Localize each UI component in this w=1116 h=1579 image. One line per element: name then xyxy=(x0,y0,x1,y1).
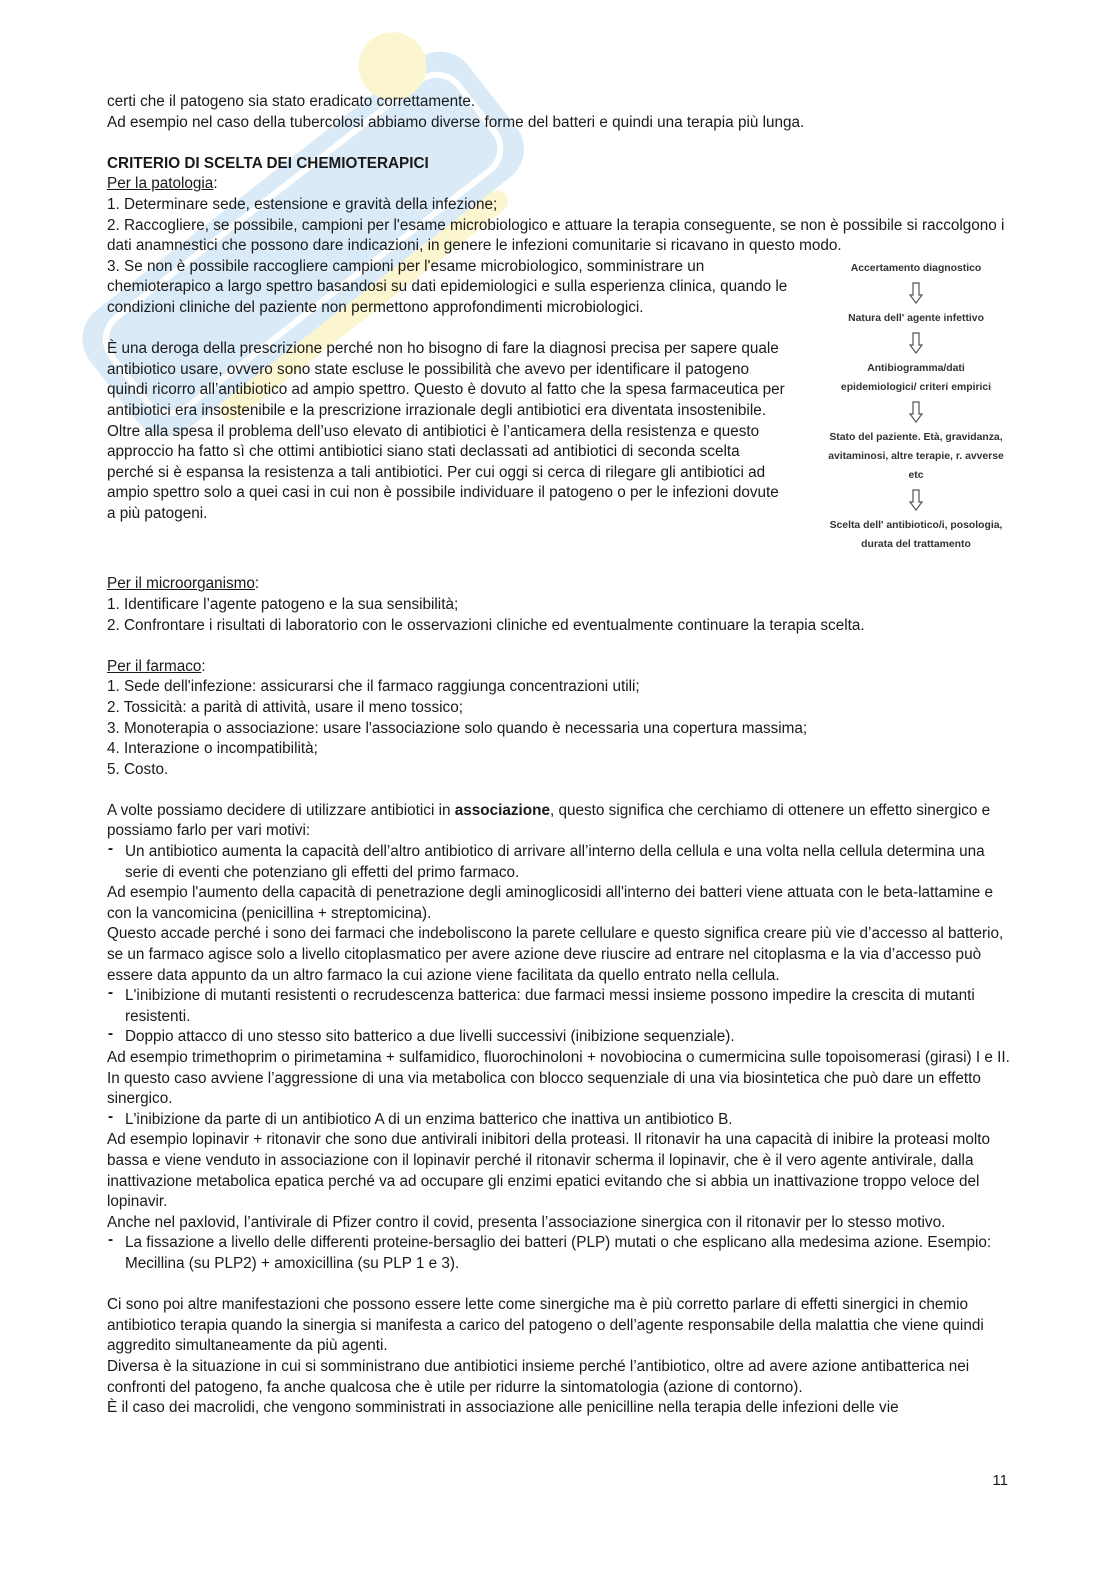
down-arrow-icon xyxy=(802,485,1030,516)
associazione-paragraph-2: Questo accade perché i sono dei farmaci che indeboliscono la parete cellulare e questo significa creare più vie d’accesso al batterio, se un farmaco agisce solo a livello citoplasmatico per avere azione deve riuscire ad entrare nel citoplasma e la via d’accesso può essere data appunto da un altro farmaco la cui azione viene facilitata da quello entrato nella cellula. xyxy=(107,925,1004,984)
flow-step-4: Stato del paziente. Età, gravidanza, avitaminosi, altre terapie, r. avverse etc xyxy=(828,431,1004,481)
deroga-paragraph-1: È una deroga della prescrizione perché non ho bisogno di fare la diagnosi precisa per sapere quale antibiotico usare, ovvero sono state escluse le possibilità che avevo per identificare il patogeno quindi ricorro all’antibiotico ad ampio spettro. Questo è dovuto al fatto che la spesa farmaceutica per antibiotici era insostenibile e la prescrizione irrazionale degli antibiotici era diventata insostenibile. xyxy=(107,340,785,419)
patologia-item-3: 3. Se non è possibile raccogliere campioni per l'esame microbiologico, somministrare un chemioterapico a largo spettro basandosi su dati epidemiologici e sulla esperienza clinica, quando le condizioni cliniche del paziente non permettono approfondimenti microbiologici. xyxy=(107,257,788,316)
farmaco-item-4: 4. Interazione o incompatibilità; xyxy=(107,740,318,758)
farmaco-item-5: 5. Costo. xyxy=(107,760,169,778)
associazione-keyword: associazione xyxy=(454,801,550,819)
farmaco-title: Per il farmaco xyxy=(107,657,202,675)
associazione-intro-start: A volte possiamo decidere di utilizzare antibiotici in xyxy=(107,801,455,819)
closing-paragraph-3: È il caso dei macrolidi, che vengono somministrati in associazione alle penicilline nella terapia delle infezioni delle vie xyxy=(107,1399,899,1417)
bullet-item: - Doppio attacco di uno stesso sito batterico a due livelli successivi (inibizione sequenziale). xyxy=(107,1027,1012,1048)
closing-paragraph-1: Ci sono poi altre manifestazioni che possono essere lette come sinergiche ma è più corretto parlare di effetti sinergici in chemio antibiotico terapia quando la sinergia si manifesta a carico del patogeno o dell’agente responsabile della malattia che viene quindi aggredito simultaneamente da più agenti. xyxy=(107,1296,984,1355)
down-arrow-icon xyxy=(802,328,1030,359)
document-body xyxy=(107,92,1012,1419)
down-arrow-icon xyxy=(802,397,1030,428)
microrganismo-item-1: 1. Identificare l’agente patogeno e la sua sensibilità; xyxy=(107,595,459,613)
farmaco-item-3: 3. Monoterapia o associazione: usare l'associazione solo quando è necessaria una copertura massima; xyxy=(107,719,808,737)
microrganismo-item-2: 2. Confrontare i risultati di laboratorio con le osservazioni cliniche ed eventualmente continuare la terapia scelta. xyxy=(107,616,865,634)
section-heading: CRITERIO DI SCELTA DEI CHEMIOTERAPICI xyxy=(107,154,429,172)
associazione-intro-end: , questo significa che cerchiamo di ottenere un effetto sinergico e possiamo farlo per vari motivi: xyxy=(107,801,991,840)
associazione-paragraph-1: Ad esempio l'aumento della capacità di penetrazione degli aminoglicosidi all'interno dei batteri viene attuata con le beta-lattamine e con la vancomicina (penicillina + streptomicina). xyxy=(107,884,993,922)
bullet-item: - La fissazione a livello delle differenti proteine-bersaglio dei batteri (PLP) mutati o che esplicano alla medesima azione. Esempio: Mecillina (su PLP2) + amoxicillina (su PLP 1 e 3). xyxy=(107,1233,1012,1274)
intro-line-2: Ad esempio nel caso della tubercolosi abbiamo diverse forme del batteri e quindi una terapia più lunga. xyxy=(107,113,805,131)
flow-step-2: Natura dell' agente infettivo xyxy=(848,312,984,324)
down-arrow-icon xyxy=(802,278,1030,309)
farmaco-item-1: 1. Sede dell'infezione: assicurarsi che il farmaco raggiunga concentrazioni utili; xyxy=(107,678,640,696)
bullet-item: - L'inibizione da parte di un antibiotico A di un enzima batterico che inattiva un antibiotico B. xyxy=(107,1110,1012,1131)
farmaco-item-2: 2. Tossicità: a parità di attività, usare il meno tossico; xyxy=(107,698,463,716)
flow-step-1: Accertamento diagnostico xyxy=(850,262,982,274)
microrganismo-title: Per il microorganismo xyxy=(107,575,255,593)
associazione-paragraph-4: Ad esempio lopinavir + ritonavir che sono due antivirali inibitori della proteasi. Il ritonavir ha una capacità di inibire la proteasi molto bassa e viene venduto in associazione con il lopinavir perché il ritonavir scherma il lopinavir, che è il vero agente antivirale, dalla inattivazione metabolica epatica perché va ad occupare gli enzimi epatici evitando che si abbia un inattivazione troppo veloce del lopinavir. xyxy=(107,1131,991,1211)
flow-step-3: Antibiogramma/dati epidemiologici/ criteri empirici xyxy=(840,362,992,393)
patologia-subheading: Per la patologia: xyxy=(107,175,218,193)
bullet-item: - Un antibiotico aumenta la capacità dell’altro antibiotico di arrivare all’interno della cellula e una volta nella cellula determina una serie di eventi che potenziano gli effetti del primo farmaco. xyxy=(107,842,1012,883)
associazione-paragraph-3: Ad esempio trimethoprim o pirimetamina + sulfamidico, fluorochinoloni + novobiocina o cumermicina sulle topoisomerasi (girasi) I e II. In questo caso avviene l’aggressione di una via metabolica con blocco sequenziale di una via biosintetica che può dare un effetto sinergico. xyxy=(107,1049,1010,1108)
farmaco-subheading: Per il farmaco: xyxy=(107,657,206,675)
flow-step-5: Scelta dell' antibiotico/i, posologia, durata del trattamento xyxy=(829,519,1003,550)
patologia-item-2: 2. Raccogliere, se possibile, campioni per l'esame microbiologico e attuare la terapia conseguente, se non è possibile si raccolgono i dati anamnestici che possono dare indicazioni, in genere le infezioni comunitarie si ricavano in questo modo. xyxy=(107,216,1005,255)
closing-paragraph-2: Diversa è la situazione in cui si somministrano due antibiotici insieme perché l’antibiotico, oltre ad avere azione antibatterica nei confronti del patogeno, fa anche qualcosa che è utile per ridurre la sintomatologia (azione di contorno). xyxy=(107,1357,970,1396)
associazione-paragraph-5: Anche nel paxlovid, l’antivirale di Pfizer contro il covid, presenta l’associazione sinergica con il ritonavir per lo stesso motivo. xyxy=(107,1213,946,1231)
page-number: 11 xyxy=(992,1472,1008,1489)
microrganismo-subheading: Per il microorganismo: xyxy=(107,575,260,593)
associazione-intro xyxy=(107,801,1012,842)
bullet-item: - L'inibizione di mutanti resistenti o recrudescenza batterica: due farmaci messi insieme possono impedire la crescita di mutanti resistenti. xyxy=(107,986,1012,1027)
patologia-item-1: 1. Determinare sede, estensione e gravità della infezione; xyxy=(107,195,498,213)
deroga-paragraph-2: Oltre alla spesa il problema dell’uso elevato di antibiotici è l’anticamera della resistenza e questo approccio ha fatto sì che ottimi antibiotici siano stati declassati ad antibiotici di seconda scelta perché si è espansa la resistenza a tali antibiotici. Per cui oggi si cerca di rilegare gli antibiotici ad ampio spettro solo a quei casi in cui non è possibile individuare il patogeno o per le infezioni dovute a più patogeni. xyxy=(107,422,779,522)
selection-flowchart xyxy=(802,257,1030,554)
intro-line-1: certi che il patogeno sia stato eradicato correttamente. xyxy=(107,93,476,110)
patologia-title: Per la patologia xyxy=(107,175,214,193)
